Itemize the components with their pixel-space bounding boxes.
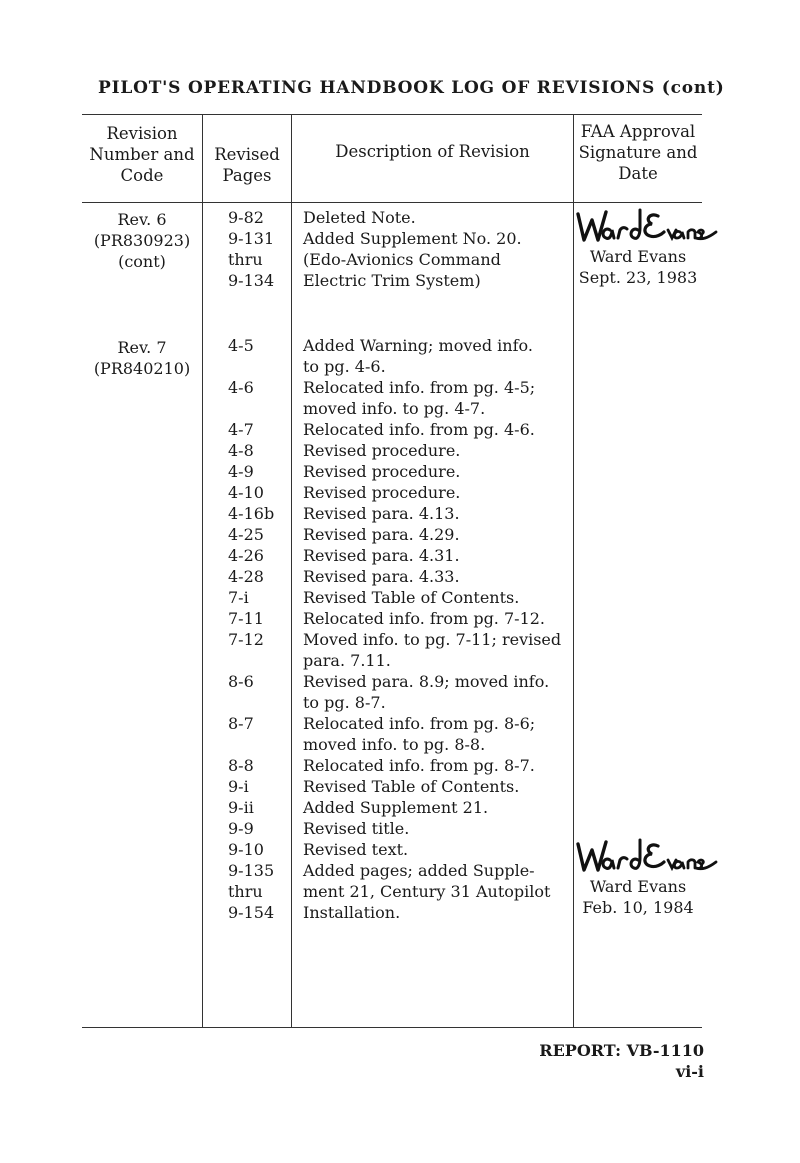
header-approval: FAA Approval Signature and Date	[578, 122, 698, 183]
desc-line: Added Warning; moved info.	[303, 336, 533, 355]
rev6-pages	[228, 207, 274, 291]
rev6-date: Sept. 23, 1983	[578, 268, 698, 287]
rev7-pages	[228, 335, 274, 923]
page-ref	[228, 692, 274, 713]
desc-line: Deleted Note.	[303, 208, 416, 227]
desc-line: Added pages; added Supple-	[303, 861, 535, 880]
page-ref: 8-8	[228, 756, 254, 775]
desc-line: Revised para. 4.13.	[303, 504, 460, 523]
desc-line: (Edo-Avionics Command	[303, 250, 501, 269]
page-ref: 9-ii	[228, 798, 254, 817]
page-ref: 7-i	[228, 588, 249, 607]
desc-line: Revised para. 4.31.	[303, 546, 460, 565]
table-bottom-rule	[82, 1027, 702, 1028]
page-ref: 9-131	[228, 229, 275, 248]
desc-line: Added Supplement No. 20.	[303, 229, 522, 248]
desc-line: Revised para. 4.33.	[303, 567, 460, 586]
page-ref: 7-12	[228, 630, 264, 649]
page-ref	[228, 650, 274, 671]
desc-line: Relocated info. from pg. 7-12.	[303, 609, 546, 628]
desc-line: Moved info. to pg. 7-11; revised	[303, 630, 562, 649]
desc-line: Revised para. 8.9; moved info.	[303, 672, 550, 691]
desc-line: Revised Table of Contents.	[303, 588, 520, 607]
desc-line: Relocated info. from pg. 8-6;	[303, 714, 536, 733]
signature-mark	[574, 836, 724, 876]
rev6-line: (cont)	[118, 252, 166, 271]
page-ref: 7-11	[228, 609, 264, 628]
report-number: REPORT: VB-1110	[539, 1041, 704, 1060]
page-ref: 4-10	[228, 483, 264, 502]
page-ref: 9-154	[228, 903, 275, 922]
column-divider-2	[291, 114, 292, 1028]
page-ref: 4-8	[228, 441, 254, 460]
page-number: vi-i	[675, 1062, 704, 1081]
rev7-line: Rev. 7	[117, 338, 167, 357]
column-divider-1	[202, 114, 203, 1028]
rev6-signer: Ward Evans	[589, 247, 687, 266]
page-ref	[228, 398, 274, 419]
page-ref: 4-28	[228, 567, 264, 586]
rev7-date: Feb. 10, 1984	[582, 898, 694, 917]
desc-line: Installation.	[303, 903, 401, 922]
desc-line: Added Supplement 21.	[303, 798, 489, 817]
page-ref: 4-16b	[228, 504, 275, 523]
desc-line: Revised text.	[303, 840, 409, 859]
page-ref	[228, 734, 274, 755]
page-ref	[228, 356, 274, 377]
rev7-description	[303, 335, 561, 923]
desc-line: Relocated info. from pg. 4-6.	[303, 420, 535, 439]
desc-line: Revised title.	[303, 819, 410, 838]
page-ref: 9-9	[228, 819, 254, 838]
page-ref: 9-135	[228, 861, 275, 880]
page-ref: thru	[228, 250, 263, 269]
page-ref: 9-10	[228, 840, 264, 859]
rev7-code	[82, 337, 202, 379]
page-ref: thru	[228, 882, 263, 901]
desc-line: Relocated info. from pg. 8-7.	[303, 756, 535, 775]
rev6-code	[82, 209, 202, 272]
header-revision: Revision Number and Code	[89, 124, 195, 185]
rev7-approval	[574, 836, 702, 918]
page-title: PILOT'S OPERATING HANDBOOK LOG OF REVISIONS (cont)	[98, 78, 725, 98]
desc-line: ment 21, Century 31 Autopilot	[303, 882, 551, 901]
desc-line: Electric Trim System)	[303, 271, 481, 290]
rev7-line: (PR840210)	[93, 359, 191, 378]
page-ref: 8-7	[228, 714, 254, 733]
page-ref: 9-i	[228, 777, 249, 796]
page-ref: 4-26	[228, 546, 264, 565]
desc-line: Revised procedure.	[303, 483, 461, 502]
signature-mark	[574, 206, 724, 246]
desc-line: to pg. 4-6.	[303, 357, 386, 376]
header-description: Description of Revision	[335, 142, 530, 161]
page-ref: 8-6	[228, 672, 254, 691]
desc-line: to pg. 8-7.	[303, 693, 386, 712]
rev6-description	[303, 207, 522, 291]
page-ref: 9-82	[228, 208, 264, 227]
rev6-approval	[574, 206, 702, 288]
desc-line: Revised procedure.	[303, 462, 461, 481]
header-pages: Revised Pages	[214, 145, 280, 185]
desc-line: Revised Table of Contents.	[303, 777, 520, 796]
page-ref: 4-25	[228, 525, 264, 544]
page-ref: 4-6	[228, 378, 254, 397]
rev6-line: (PR830923)	[93, 231, 191, 250]
revision-log-table	[82, 114, 702, 1028]
desc-line: Revised procedure.	[303, 441, 461, 460]
desc-line: Revised para. 4.29.	[303, 525, 460, 544]
desc-line: Relocated info. from pg. 4-5;	[303, 378, 536, 397]
page-ref: 9-134	[228, 271, 275, 290]
desc-line: moved info. to pg. 8-8.	[303, 735, 486, 754]
page-ref: 4-7	[228, 420, 254, 439]
rev6-line: Rev. 6	[117, 210, 167, 229]
page-footer	[539, 1040, 704, 1082]
rev7-signer: Ward Evans	[589, 877, 687, 896]
page-ref: 4-5	[228, 336, 254, 355]
table-top-rule	[82, 114, 702, 115]
page-ref: 4-9	[228, 462, 254, 481]
desc-line: para. 7.11.	[303, 651, 391, 670]
header-bottom-rule	[82, 202, 702, 203]
desc-line: moved info. to pg. 4-7.	[303, 399, 486, 418]
